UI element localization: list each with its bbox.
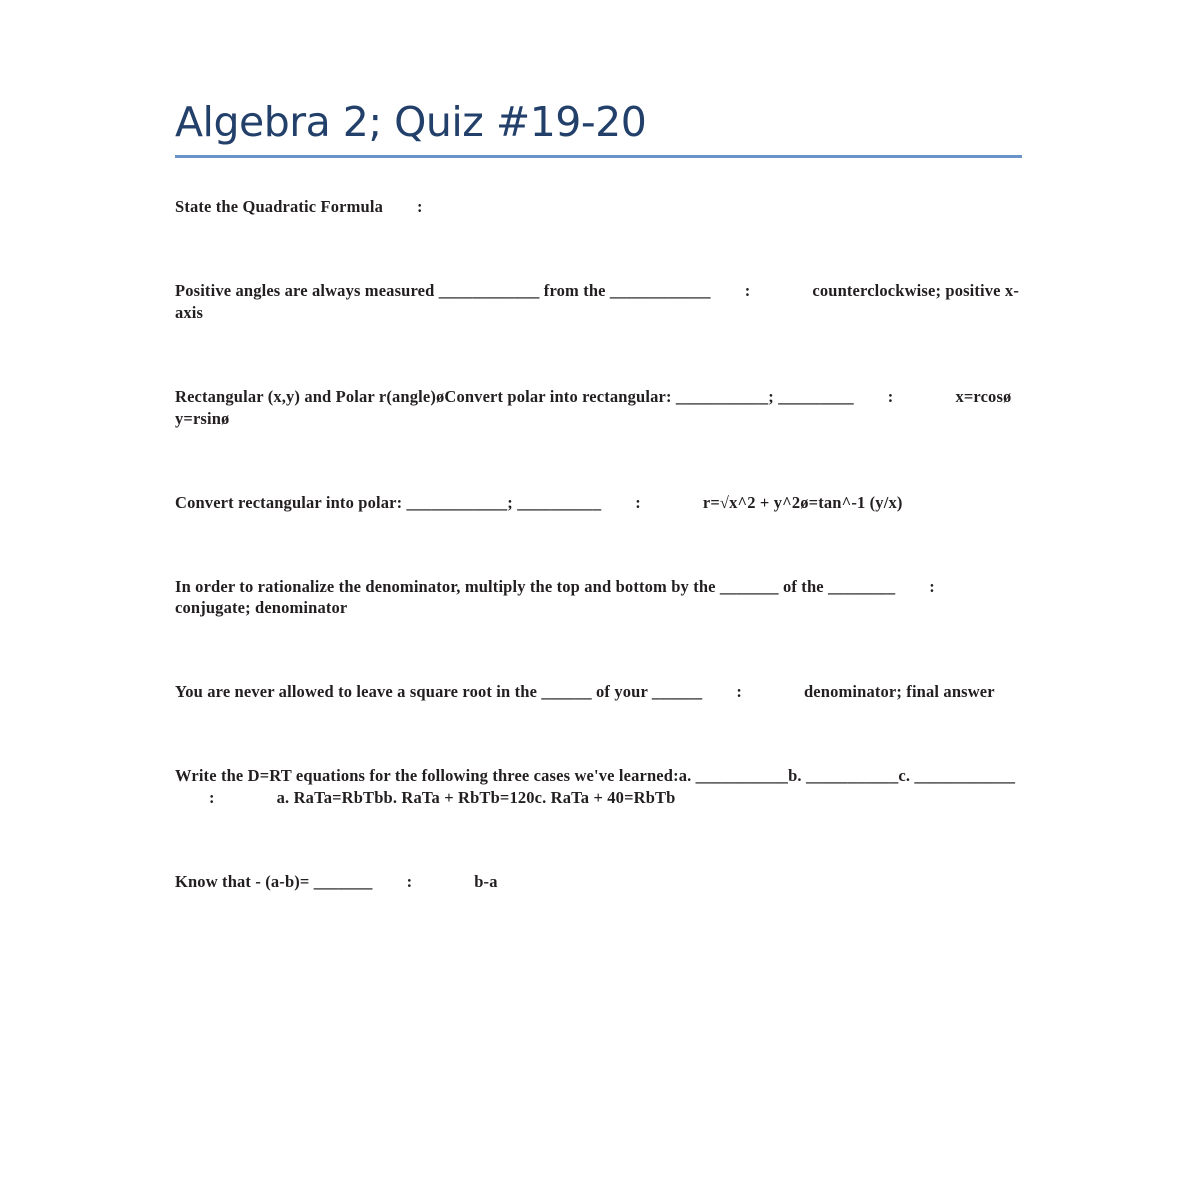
question-answer-list xyxy=(175,196,1023,893)
qa-item-rationalize-denominator: In order to rationalize the denominator, multiply the top and bottom by the _______ of the ________ :conjugate; denominator xyxy=(175,576,935,618)
qa-item-rectangular-to-polar: Convert rectangular into polar: ____________; __________ : r=√x^2 + y^2ø=tan^-1 (y/x) xyxy=(175,492,903,512)
qa-item-positive-angles: Positive angles are always measured ____________ from the ____________ : counterclockwise; positive x-axis xyxy=(175,280,1019,322)
qa-item-drt-equations: Write the D=RT equations for the following three cases we've learned:a. ___________b. ___________c. ____________: a. RaTa=RbTbb. RaTa + RbTb=120c. RaTa + 40=RbTb xyxy=(175,766,1016,808)
qa-item-polar-to-rectangular: Rectangular (x,y) and Polar r(angle)øConvert polar into rectangular: ___________; _________ : x=rcosø y=rsinø xyxy=(175,386,1016,428)
document-content xyxy=(175,100,1023,893)
qa-item-negative-distribute: Know that - (a-b)= _______ : b-a xyxy=(175,872,498,892)
qa-item-quadratic-formula: State the Quadratic Formula : xyxy=(175,196,423,216)
qa-item-square-root-final-answer: You are never allowed to leave a square root in the ______ of your ______ : denominator; final answer xyxy=(175,682,995,702)
title-divider-rule xyxy=(175,155,1022,158)
page-title: Algebra 2; Quiz #19-20 xyxy=(175,98,647,146)
